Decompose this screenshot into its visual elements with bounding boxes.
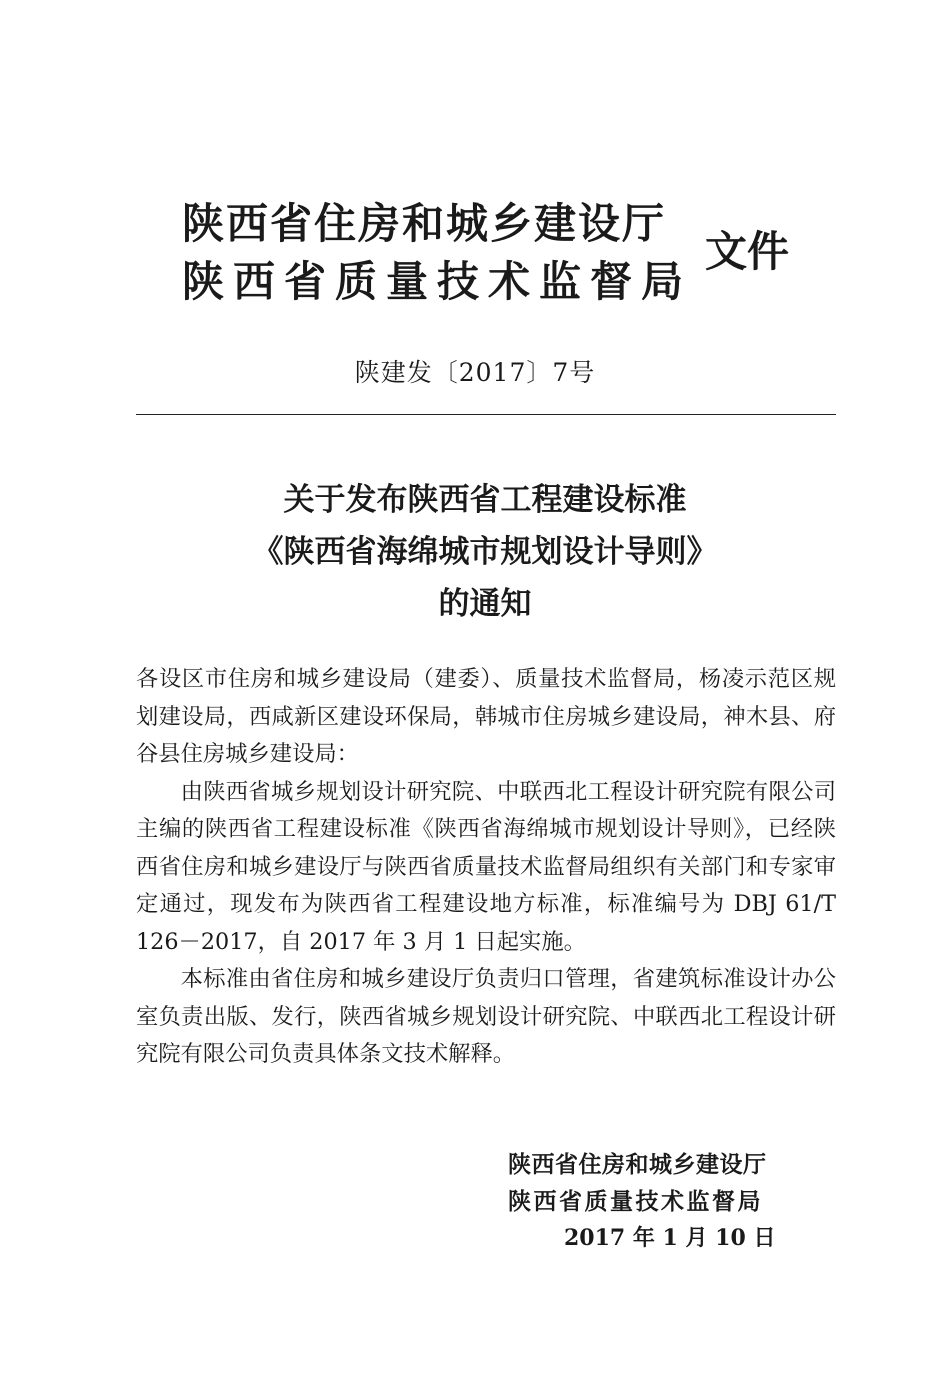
document-label: 文件: [705, 227, 790, 276]
notice-title: [0, 474, 950, 630]
body-paragraph: 由陕西省城乡规划设计研究院、中联西北工程设计研究院有限公司主编的陕西省工程建设标准《陕西省海绵城市规划设计导则》，已经陕西省住房和城乡建设厅与陕西省质量技术监督局组织有关部门和专家审定通过，现发布为陕西省工程建设地方标准，标准编号为 DBJ 61/T 126－2017，自 2017 年 3 月 1 日起实施。: [136, 778, 836, 955]
document-number: 陕建发〔2017〕7号: [354, 358, 596, 387]
body-paragraph: 本标准由省住房和城乡建设厅负责归口管理，省建筑标准设计办公室负责出版、发行，陕西省城乡规划设计研究院、中联西北工程设计研究院有限公司负责具体条文技术解释。: [136, 966, 836, 1067]
document-header: [182, 198, 802, 313]
signature-quality-bureau: 陕西省质量技术监督局: [508, 1188, 763, 1215]
title-line: 关于发布陕西省工程建设标准: [283, 482, 687, 518]
issuer-name-housing-department: 陕西省住房和城乡建设厅: [182, 199, 667, 248]
title-line: 的通知: [438, 586, 532, 622]
signature-date: 2017 年 1 月 10 日: [564, 1225, 776, 1251]
signature-block: [508, 1146, 798, 1257]
issuer-name-quality-bureau: 陕西省质量技术监督局: [182, 257, 693, 306]
signature-housing-department: 陕西省住房和城乡建设厅: [508, 1151, 767, 1178]
header-divider: [136, 414, 836, 415]
recipients-paragraph: 各设区市住房和城乡建设局（建委）、质量技术监督局，杨凌示范区规划建设局，西咸新区建设环保局，韩城市住房城乡建设局，神木县、府谷县住房城乡建设局：: [136, 666, 836, 767]
title-line: 《陕西省海绵城市规划设计导则》: [252, 534, 718, 570]
notice-body: [136, 661, 836, 1074]
